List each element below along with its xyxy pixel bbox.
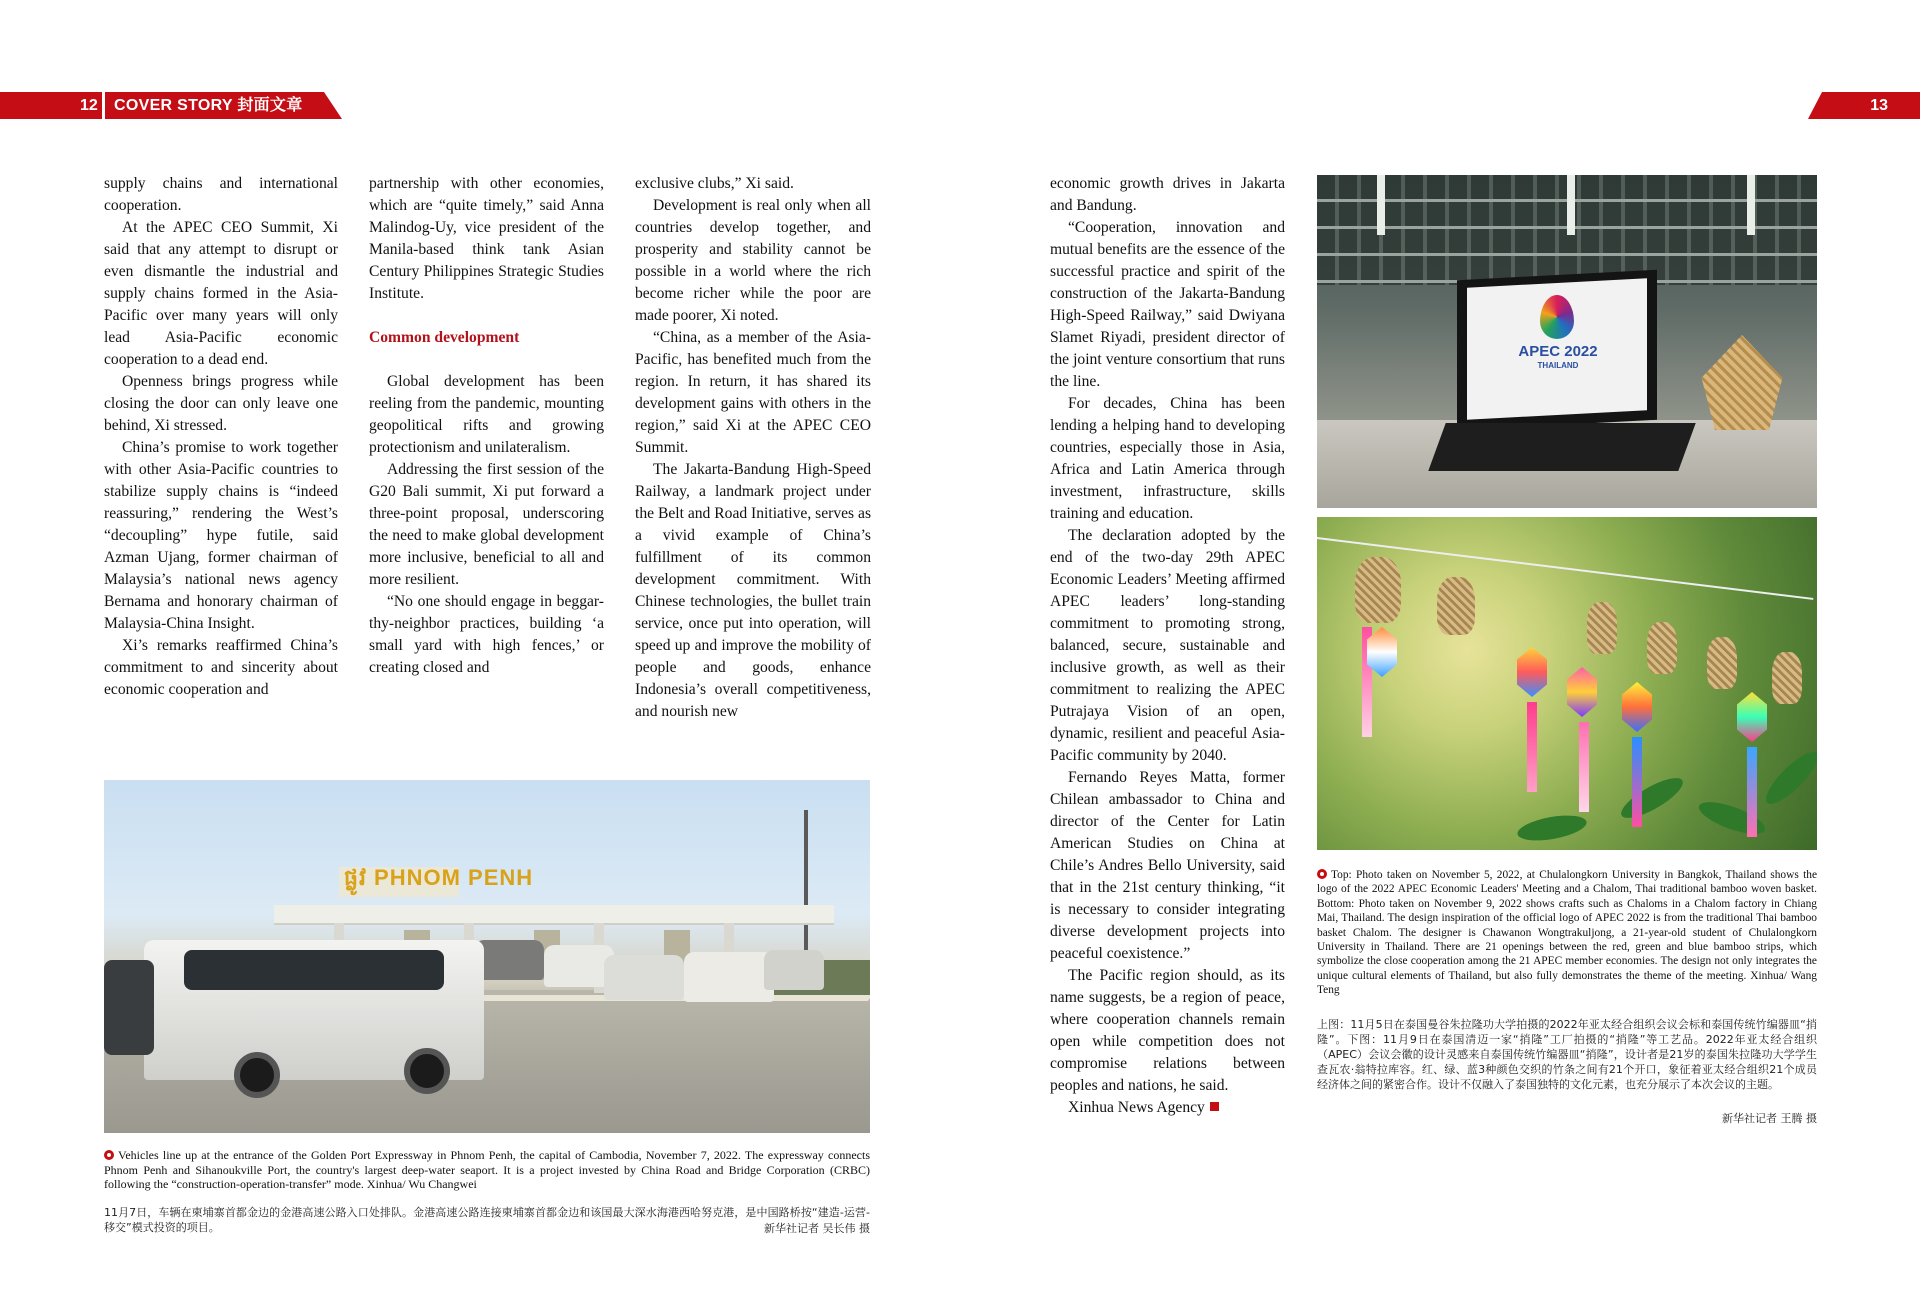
paragraph: Fernando Reyes Matta, former Chilean ambassador to China and director of the Center for Latin American Studies on China at Chile’s Andres Bello University, said that in the 21st century thinking, “it is necessary to consider integrating diverse development projects into peaceful coexistence.” (1050, 769, 1285, 962)
apec-logo-icon (1540, 295, 1574, 339)
caption-photo-1-zh: 11月7日，车辆在柬埔寨首都金边的金港高速公路入口处排队。金港高速公路连接柬埔寨首都金边和该国最大深水海港西哈努克港，是中国路桥按“建造-运营-移交”模式投资的项目。 (104, 1206, 870, 1234)
page-number-right: 13 (1870, 97, 1888, 114)
chalom-lantern (1647, 622, 1677, 674)
leaf (1695, 796, 1768, 841)
paragraph: Development is real only when all countries develop together, and prosperity and stability cannot be possible in a world where the rich become richer while the poor are made poorer, Xi noted. (635, 197, 871, 324)
photo-credit: 新华社记者 王腾 摄 (1722, 1112, 1817, 1125)
paper-lantern (1737, 692, 1767, 742)
paragraph: “China, as a member of the Asia-Pacific, has benefited much from the region. In return, it has shared its development gains with others in the region,” said Xi at the APEC CEO Summit. (635, 329, 871, 456)
paragraph: exclusive clubs,” Xi said. (635, 175, 794, 192)
page-number-left: 12 (80, 97, 98, 114)
paper-lantern (1517, 647, 1547, 697)
car (684, 952, 774, 1002)
photo-toll-plaza (104, 780, 870, 1133)
leaf (1759, 745, 1817, 810)
paragraph: economic growth drives in Jakarta and Bandung. (1050, 175, 1285, 214)
paragraph: At the APEC CEO Summit, Xi said that any attempt to disrupt or even dismantle the industrial and supply chains formed in the Asia-Pacific over many years will only lead Asia-Pacific economic cooperation to a dead end. (104, 219, 338, 368)
subheading: Common development (369, 329, 520, 346)
text-column-3 (635, 173, 871, 723)
car-wheel (404, 1048, 450, 1094)
caption-photos-2-3-zh: 上图：11月5日在泰国曼谷朱拉隆功大学拍摄的2022年亚太经合组织会议会标和泰国传统竹编器皿“捎隆”。下图：11月9日在泰国清迈一家“捎隆”工厂拍摄的“捎隆”等工艺品。2022年亚太经合组织（APEC）会议会徽的设计灵感来自泰国传统竹编器皿“捎隆”，设计者是21岁的泰国朱拉隆功大学学生查瓦农·翁特拉库容。红、绿、蓝3种颜色交织的竹条之间有21个开口，象征着亚太经合组织21个成员经济体之间的紧密合作。设计不仅融入了泰国独特的文化元素，也充分展示了本次会议的主题。 (1317, 1018, 1817, 1091)
camera-icon (104, 1150, 114, 1160)
header-divider (102, 92, 105, 119)
paper-lantern (1622, 682, 1652, 732)
chalom-lantern (1772, 652, 1802, 704)
tassel (1747, 747, 1757, 837)
chalom-lantern (1437, 577, 1475, 635)
text-column-4 (1050, 173, 1285, 1119)
paragraph: For decades, China has been lending a helping hand to developing countries, especially those in Asia, Africa and Latin America through investment, infrastructure, skills training and education. (1050, 395, 1285, 522)
paper-lantern (1567, 667, 1597, 717)
signoff-text: Xinhua News Agency (1068, 1099, 1205, 1116)
paragraph: The declaration adopted by the end of the two-day 29th APEC Economic Leaders’ Meeting affirmed APEC leaders’ long-standing commitment to promoting strong, balanced, secure, sustainable and inclusive growth, as well as their commitment to realizing the APEC Putrajaya Vision of an open, dynamic, resilient and peaceful Asia-Pacific community by 2040. (1050, 527, 1285, 764)
photo-apec-laptop (1317, 175, 1817, 508)
text-column-2 (369, 173, 604, 679)
ceiling-light (1747, 175, 1755, 235)
ceiling-light (1567, 175, 1575, 235)
chalom-lantern (1587, 602, 1617, 654)
tassel (1579, 722, 1589, 812)
chalom-basket (1697, 335, 1787, 430)
tassel (1527, 702, 1537, 792)
chalom-lantern (1355, 557, 1401, 623)
ceiling-light (1377, 175, 1385, 235)
signoff (1050, 1097, 1285, 1119)
camera-icon (1317, 869, 1327, 879)
caption-photo-1 (104, 1148, 870, 1192)
paragraph: partnership with other economies, which are “quite timely,” said Anna Malindog-Uy, vice president of the Manila-based think tank Asian Century Philippines Strategic Studies Institute. (369, 175, 604, 302)
apec-logo-text: APEC 2022 (1518, 343, 1598, 360)
caption-text: Top: Photo taken on November 5, 2022, at Chulalongkorn University in Bangkok, Thailand shows the logo of the 2022 APEC Economic Leaders' Meeting and a Chalom, Thai traditional bamboo woven basket. Bottom: Photo taken on November 9, 2022 shows crafts such as Chaloms in a Chalom factory in Chiang Mai, Thailand. The design inspiration of the official logo of APEC 2022 is from the traditional Thai bamboo basket Chalom. The designer is Chawanon Wongtrakuljong, a 21-year-old student of Chulalongkorn University in Thailand. There are 21 openings between the red, green and blue bamboo strips, which symbolize the close cooperation among the 21 APEC member economies. The design not only integrates the unique cultural elements of Thailand, but also fully demonstrates the theme of the meeting. Xinhua/ Wang Teng (1317, 869, 1817, 997)
photo-chalom-crafts (1317, 517, 1817, 850)
header-bar-right (1808, 92, 1920, 119)
caption-photos-2-3 (1317, 868, 1817, 998)
car (604, 955, 684, 1000)
paragraph: Addressing the first session of the G20 Bali summit, Xi put forward a three-point proposal, underscoring the need to make global development more inclusive, beneficial to all and more resilient. (369, 461, 604, 588)
leaf (1516, 811, 1589, 845)
paragraph: Xi’s remarks reaffirmed China’s commitment to and sincerity about economic cooperation and (104, 637, 338, 698)
end-mark-icon (1210, 1102, 1219, 1111)
paragraph: China’s promise to work together with other Asia-Pacific countries to stabilize supply chains is “indeed reassuring,” rendering the West’s “decoupling” hype futile, said Azman Ujang, former chairman of Malaysia’s national news agency Bernama and honorary chairman of Malaysia-China Insight. (104, 439, 338, 632)
paragraph: supply chains and international cooperation. (104, 175, 338, 214)
toll-sign-text: ផ្លូវ PHNOM PENH (344, 865, 534, 890)
section-title: COVER STORY 封面文章 (114, 97, 303, 114)
car-wheel (234, 1052, 280, 1098)
car (474, 940, 544, 980)
paragraph: The Pacific region should, as its name suggests, be a region of peace, where cooperation channels remain open while competition does not compromise relations between peoples and nations, he said. (1050, 967, 1285, 1094)
paragraph: Global development has been reeling from the pandemic, mounting geopolitical rifts and growing protectionism and unilateralism. (369, 373, 604, 456)
paragraph: “No one should engage in beggar-thy-neighbor practices, building ‘a small yard with high fences,’ or creating closed and (369, 593, 604, 676)
car (104, 960, 154, 1055)
photo-credit: 新华社记者 吴长伟 摄 (764, 1222, 870, 1235)
text-column-1 (104, 173, 338, 701)
laptop-keyboard (1428, 423, 1695, 471)
apec-logo-subtext: THAILAND (1537, 361, 1579, 370)
car (764, 950, 824, 990)
car-window (184, 950, 444, 990)
paragraph: “Cooperation, innovation and mutual benefits are the essence of the successful practice and spirit of the construction of the Jakarta-Bandung High-Speed Railway,” said Dwiyana Slamet Riyadi, president director of the joint venture consortium that runs the line. (1050, 219, 1285, 390)
paragraph: Openness brings progress while closing the door can only leave one behind, Xi stressed. (104, 373, 338, 434)
tassel (1632, 737, 1642, 827)
caption-text: Vehicles line up at the entrance of the Golden Port Expressway in Phnom Penh, the capital of Cambodia, November 7, 2022. The expressway connects Phnom Penh and Sihanoukville Port, the country's largest deep-water seaport. It is a project invested by China Road and Bridge Corporation (CRBC) following the “construction-operation-transfer” mode. Xinhua/ Wu Changwei (104, 1148, 870, 1192)
paragraph: The Jakarta-Bandung High-Speed Railway, a landmark project under the Belt and Road Initiative, serves as a vivid example of China’s fulfillment of its common development commitment. With Chinese technologies, the bullet train service, once put into operation, will speed up and improve the mobility of people and goods, enhance Indonesia’s overall competitiveness, and nourish new (635, 461, 872, 720)
leaf (1616, 771, 1688, 825)
chalom-lantern (1707, 637, 1737, 689)
toll-canopy (274, 905, 834, 923)
